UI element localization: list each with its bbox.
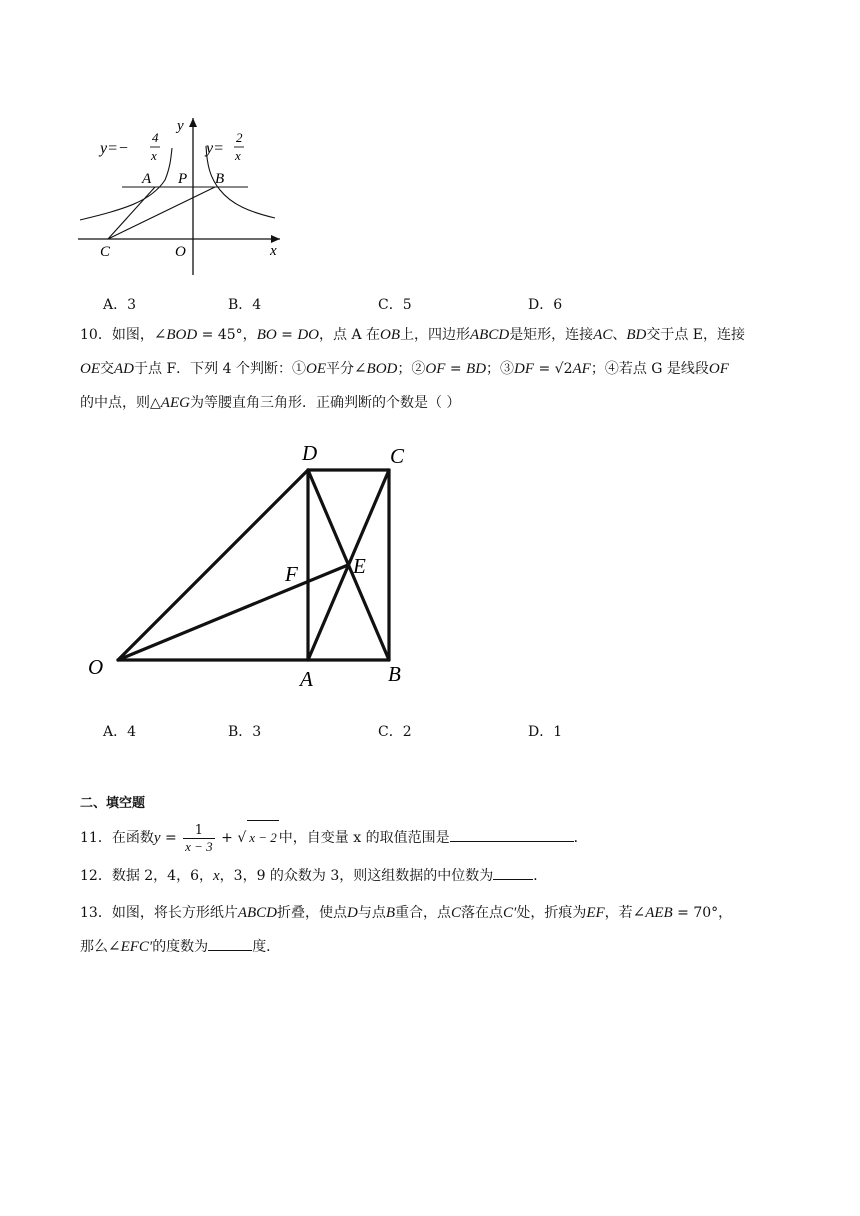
q9-option-a[interactable]: A．3 (103, 297, 137, 313)
q11-answer-blank[interactable] (450, 827, 574, 842)
q10-line-1: 10．如图，∠BOD = 45°，BO = DO，点 A 在OB上，四边形ABCD是矩形，连接AC、BD交于点 E，连接 (80, 327, 746, 343)
q9-option-b[interactable]: B．4 (228, 297, 262, 313)
q10-line-2: OE交AD于点 F．下列 4 个判断：①OE平分∠BOD；②OF = BD；③DF = √2AF；④若点 G 是线段OF (80, 361, 729, 377)
q13-line-1: 13．如图，将长方形纸片ABCD折叠，使点D与点B重合，点C落在点C′处，折痕为EF，若∠AEB = 70°， (80, 905, 733, 921)
svg-text:x: x (151, 148, 157, 163)
svg-text:2: 2 (236, 130, 243, 145)
graph1-right-function-label: y= (206, 140, 224, 157)
point-a-label: A (142, 171, 152, 187)
q10-option-d[interactable]: D．1 (528, 724, 563, 740)
point-b-label: B (215, 171, 225, 187)
point-o-label: O (88, 655, 104, 679)
point-e-label: E (353, 554, 366, 578)
svg-text:4: 4 (152, 130, 159, 145)
q9-option-d[interactable]: D．6 (528, 297, 563, 313)
section-heading: 二、填空题 (80, 796, 146, 811)
q9-options (103, 294, 663, 314)
rectangle-figure (80, 438, 430, 690)
q12: 12．数据 2，4，6，x，3，9 的众数为 3，则这组数据的中位数为 ． (80, 865, 547, 887)
q13-line-2: 那么∠EFC′的度数为 度． (80, 936, 280, 958)
graph1-left-function-label: y=− (100, 140, 129, 157)
q9-option-c[interactable]: C．5 (378, 297, 412, 313)
q10-option-a[interactable]: A．4 (103, 724, 137, 740)
hyperbola-graph (70, 110, 290, 285)
point-p-label: P (178, 171, 188, 187)
q10-line-3: 的中点，则△AEG为等腰直角三角形．正确判断的个数是（ ） (80, 395, 461, 411)
point-f-label: F (285, 562, 298, 586)
x-axis-label: x (270, 243, 277, 259)
q10-option-b[interactable]: B．3 (228, 724, 262, 740)
q11: 11．在函数y = $\frac{1}{x - 3}$ + √ x − 2 中，自变量 x 的取值范围是 ． (80, 820, 588, 855)
q12-answer-blank[interactable] (493, 865, 533, 880)
point-c-label: C (390, 444, 405, 468)
point-b-label: B (388, 662, 401, 686)
point-a-label: A (300, 667, 313, 690)
y-axis-label: y (177, 118, 184, 134)
point-o-label: O (175, 244, 186, 260)
point-d-label: D (302, 441, 318, 465)
q13-answer-blank[interactable] (208, 936, 252, 951)
svg-text:x: x (235, 148, 241, 163)
point-c-label: C (100, 244, 111, 260)
q10-options (103, 721, 663, 741)
q10-option-c[interactable]: C．2 (378, 724, 412, 740)
